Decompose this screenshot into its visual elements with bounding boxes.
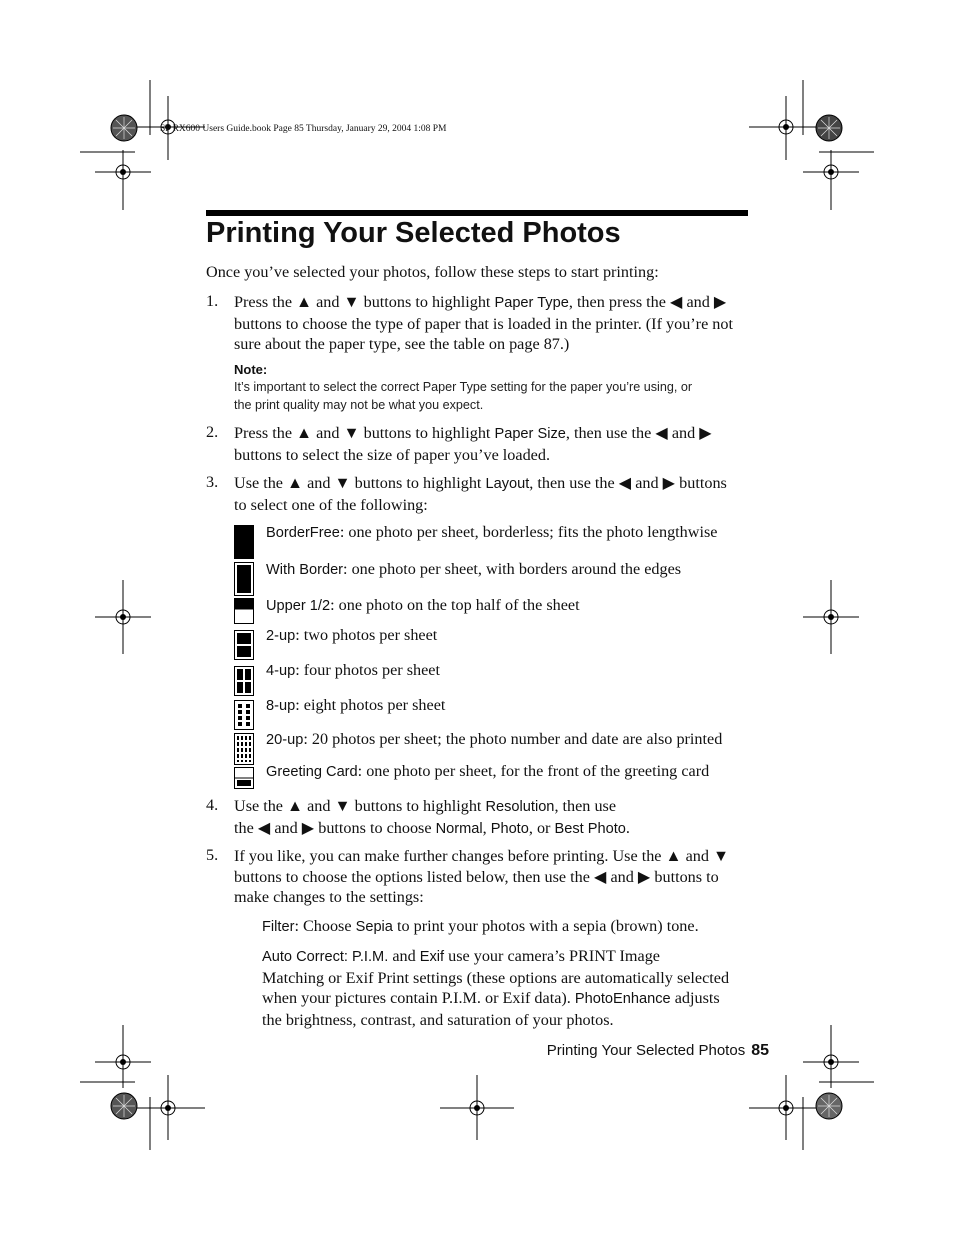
step-text-line: to select one of the following: (234, 495, 428, 514)
with-border-icon (234, 562, 254, 596)
setting-text: : Choose (294, 917, 356, 935)
step-text-part: Press the ▲ and ▼ buttons to highlight (234, 424, 495, 442)
setting-text: use your camera’s PRINT Image (444, 947, 660, 965)
setting-value: Sepia (355, 919, 393, 935)
setting-value-best-photo: Best Photo (554, 820, 626, 837)
step-text-line: buttons to choose the type of paper that is loaded in the printer. (If you’re not (234, 314, 733, 333)
layout-option (266, 696, 445, 715)
borderfree-icon (234, 525, 254, 559)
step-number: 1. (206, 292, 219, 310)
setting-filter (262, 916, 752, 938)
note-heading: Note: (234, 362, 268, 377)
setting-text-line: Matching or Exif Print settings (these options are automatically selected (262, 968, 730, 987)
step-text (234, 473, 749, 515)
layout-option-label: 8-up (266, 698, 296, 714)
setting-label: Filter (262, 919, 295, 935)
setting-name-layout: Layout (485, 476, 530, 492)
page-title: Printing Your Selected Photos (206, 217, 621, 249)
page-number: 85 (751, 1042, 769, 1059)
step-text-part: the ◀ and ▶ buttons to choose (234, 818, 436, 837)
layout-option-label: 20-up (266, 732, 304, 748)
step-text-line: sure about the paper type, see the table on page 87.) (234, 335, 570, 353)
step-number: 2. (206, 423, 219, 441)
layout-option-label: 4-up (266, 663, 296, 679)
setting-auto-correct (262, 946, 752, 1030)
step-text-part: , then use the ◀ and ▶ buttons (529, 474, 727, 492)
setting-label: Auto Correct: P.I.M. (262, 949, 389, 965)
setting-text: and (388, 947, 420, 965)
step-text-part: , then press the ◀ and ▶ (568, 293, 727, 311)
step-text-part: . (625, 818, 630, 837)
layout-option (266, 560, 681, 579)
step-text-part: , then use the ◀ and ▶ (565, 424, 712, 442)
setting-text: adjusts (670, 989, 720, 1007)
layout-option-label: Upper 1/2 (266, 598, 331, 614)
step-number: 5. (206, 846, 219, 864)
layout-option-desc: : one photo per sheet, borderless; fits the photo lengthwise (339, 523, 718, 541)
layout-option-desc: : 20 photos per sheet; the photo number and date are also printed (303, 730, 723, 748)
page-footer (547, 1042, 769, 1060)
layout-option-desc: : one photo on the top half of the sheet (330, 596, 580, 614)
layout-option-label: 2-up (266, 628, 296, 644)
layout-option-desc: : one photo per sheet, for the front of the greeting card (357, 762, 710, 780)
step-text-line: buttons to choose the options listed below, then use the ◀ and ▶ buttons to (234, 867, 719, 886)
layout-option-label: BorderFree (266, 525, 340, 541)
step-text-part: , (482, 818, 491, 837)
footer-section-title: Printing Your Selected Photos (546, 1042, 746, 1059)
twenty-up-icon (234, 733, 254, 765)
setting-value: PhotoEnhance (574, 991, 671, 1007)
layout-option-label: Greeting Card (266, 764, 358, 780)
layout-option (266, 523, 717, 542)
layout-option (266, 730, 722, 749)
step-text-line: make changes to the settings: (234, 888, 424, 906)
layout-option-desc: : four photos per sheet (295, 661, 440, 679)
note-line: It’s important to select the correct Paper Type setting for the paper you’re using, or (234, 380, 693, 394)
upper-half-icon (234, 598, 254, 624)
step-text-part: Press the ▲ and ▼ buttons to highlight (234, 293, 495, 311)
four-up-icon (234, 666, 254, 696)
step-number: 4. (206, 796, 219, 814)
layout-option-desc: : eight photos per sheet (295, 696, 446, 714)
note-body (234, 378, 754, 414)
step-text-line: If you like, you can make further changes before printing. Use the ▲ and ▼ (234, 847, 730, 865)
setting-name-resolution: Resolution (485, 799, 555, 815)
setting-value-normal: Normal (435, 820, 483, 837)
setting-name-paper-type: Paper Type (494, 295, 569, 311)
layout-option (266, 661, 440, 680)
step-text (234, 292, 749, 355)
step-text-part: Use the ▲ and ▼ buttons to highlight (234, 474, 486, 492)
note-line: the print quality may not be what you expect. (234, 398, 484, 412)
layout-option-desc: : two photos per sheet (295, 626, 438, 644)
step-text-line: buttons to select the size of paper you’ve loaded. (234, 445, 551, 464)
step-text-part: , or (528, 818, 555, 837)
eight-up-icon (234, 700, 254, 730)
step-text-part: , then use (554, 797, 617, 815)
layout-option-desc: : one photo per sheet, with borders around the edges (343, 560, 682, 578)
setting-text: to print your photos with a sepia (brown) tone. (392, 917, 699, 935)
layout-option (266, 762, 709, 781)
setting-value-photo: Photo (490, 820, 529, 837)
layout-option-label: With Border (266, 562, 344, 578)
setting-text: when your pictures contain P.I.M. or Exif data). (262, 989, 575, 1007)
step-number: 3. (206, 473, 219, 491)
greeting-card-icon (234, 767, 254, 789)
setting-text-line: the brightness, contrast, and saturation of your photos. (262, 1010, 614, 1029)
step-text (234, 796, 749, 839)
step-text-part: Use the ▲ and ▼ buttons to highlight (234, 797, 486, 815)
step-text (234, 846, 749, 908)
layout-option (266, 596, 580, 615)
intro-text: Once you’ve selected your photos, follow these steps to start printing: (206, 263, 659, 281)
setting-name-paper-size: Paper Size (494, 426, 566, 442)
book-slug: SP RX600 Users Guide.book Page 85 Thursday, January 29, 2004 1:08 PM (160, 124, 447, 134)
layout-option (266, 626, 437, 645)
step-text (234, 423, 749, 465)
two-up-icon (234, 630, 254, 660)
setting-value: Exif (419, 949, 445, 965)
title-rule (206, 210, 748, 216)
